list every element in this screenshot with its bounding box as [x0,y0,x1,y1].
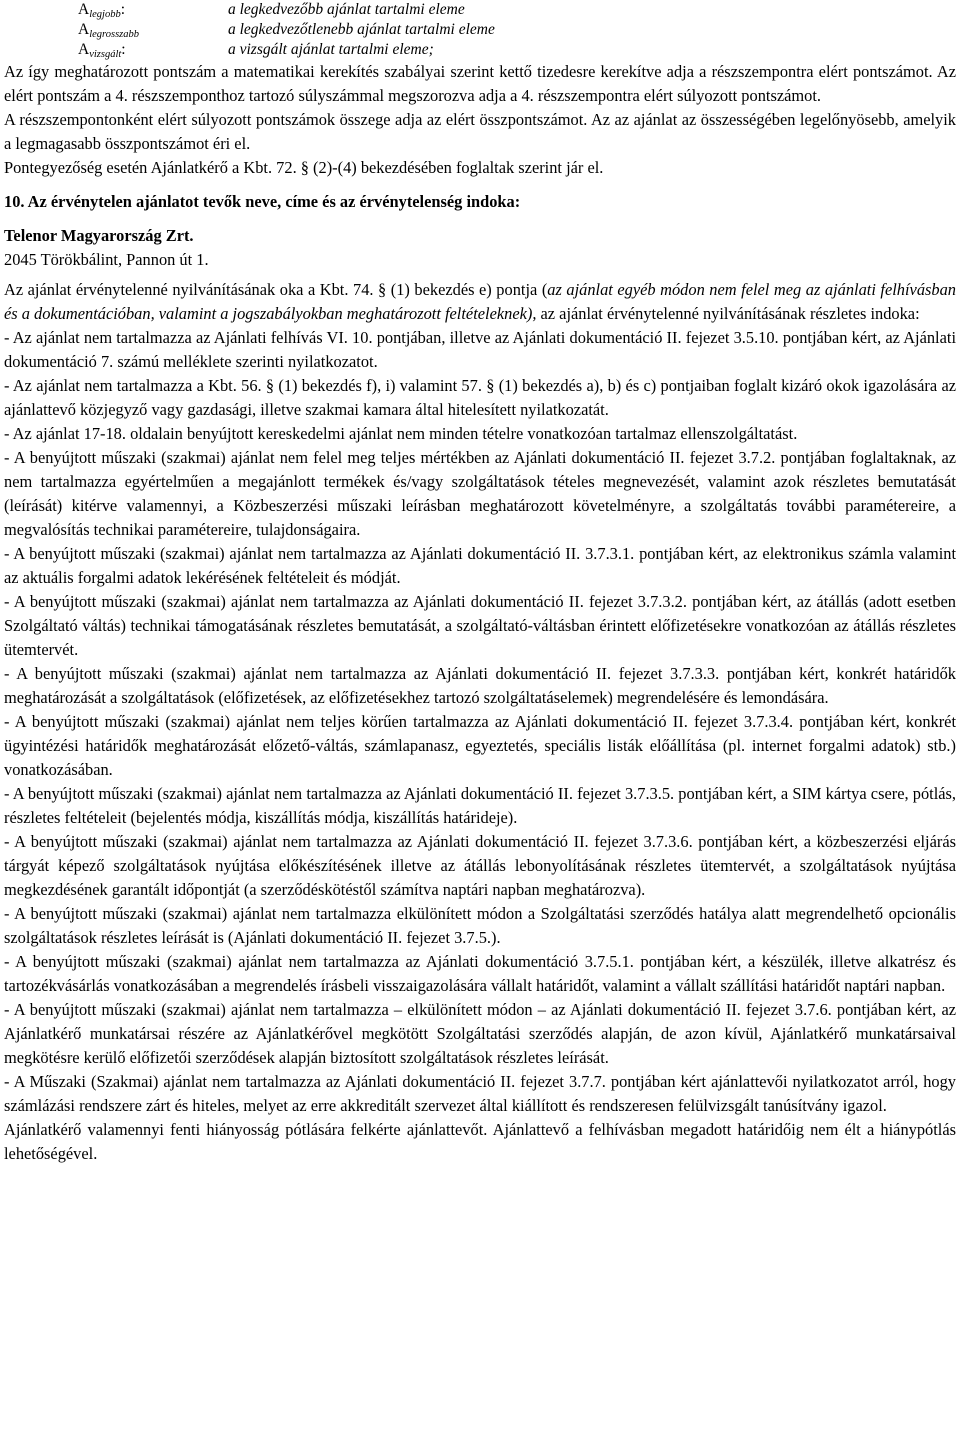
list-item: - A benyújtott műszaki (szakmai) ajánlat nem teljes körűen tartalmazza az Ajánlati dokumentáció II. fejezet 3.7.3.4. pontjában kért, konkrét ügyintézési határidők meghatározását előzető-váltás, számlapanasz, egyeztetés, speciális listák előállítása (pl. internet forgalmi adatok) stb.) vonatkozásában. [4,712,956,779]
list-item: - A benyújtott műszaki (szakmai) ajánlat nem tartalmazza az Ajánlati dokumentáció II. fejezet 3.7.3.2. pontjában kért, az átállás (adott esetben Szolgáltató váltás) technikai támogatásának részletes bemutatását, a szolgáltató-váltásban érintett előfizetésekre vonatkozóan az átállás részletes ütemtervét. [4,592,956,659]
paragraph-rounding: Az így meghatározott pontszám a matematikai kerekítés szabályai szerint kettő tizedesre kerekítve adja a részszempontra elért pontszámot. Az elért pontszám a 4. részszemponthoz tartozó súlyszámmal megszorozva adja a 4. részszempontra elért súlyozott pontszámot. [4,62,956,105]
list-item: - Az ajánlat 17-18. oldalain benyújtott kereskedelmi ajánlat nem minden tételre vonatkozóan tartalmaz ellenszolgáltatást. [4,424,798,443]
legend-row-examined: $A_{vizsgált}$: a vizsgált ajánlat tartalmi eleme; [78,41,434,60]
company-name: Telenor Magyarország Zrt. [4,226,194,245]
paragraph-tie: Pontegyezőség esetén Ajánlatkérő a Kbt. 72. § (2)-(4) bekezdésében foglaltak szerint jár el. [4,158,604,177]
paragraph-total-score: A részszempontonként elért súlyozott pontszámok összege adja az elért összpontszámot. Az az ajánlat az összességében legelőnyösebb, amelyik a legmagasabb összpontszámot éri el. [4,110,956,153]
list-item: - Az ajánlat nem tartalmazza a Kbt. 56. § (1) bekezdés f), i) valamint 57. § (1) bekezdés a), b) és c) pontjaiban foglalt kizáró okok igazolására az ajánlattevő közjegyző vagy gazdasági, illetve szakmai kamara által hitelesített nyilatkozatát. [4,376,956,419]
legend-row-best: $A_{legjobb}$: a legkedvezőbb ajánlat tartalmi eleme [78,1,465,20]
list-item: - A benyújtott műszaki (szakmai) ajánlat nem tartalmazza az Ajánlati dokumentáció II. fejezet 3.7.3.5. pontjában kért, a SIM kártya csere, pótlás, részletes feltételeit (bejelentés módja, kiszállítás módja, kiszállítás határideje). [4,784,956,827]
invalidity-reason-intro: Az ajánlat érvénytelenné nyilvánításának oka a Kbt. 74. § (1) bekezdés e) pontja (az ajánlat egyéb módon nem felel meg az ajánlati felhívásban és a dokumentációban, valamint a jogszabályokban meghatározott feltételeknek), az ajánlat érvénytelenné nyilvánításának részletes indoka: [4,280,956,323]
legend-row-worst: $A_{legrosszabb}$ a legkedvezőtlenebb ajánlat tartalmi eleme [78,21,495,40]
list-item: - Az ajánlat nem tartalmazza az Ajánlati felhívás VI. 10. pontjában, illetve az Ajánlati dokumentáció II. fejezet 3.5.10. pontjában kért, az Ajánlati dokumentáció 7. számú melléklete szerinti nyilatkozatot. [4,328,956,371]
list-item: - A benyújtott műszaki (szakmai) ajánlat nem tartalmazza elkülönített módon a Szolgáltatási szerződés hatálya alatt megrendelhető opcionális szolgáltatások részletes leírását is (Ajánlati dokumentáció II. fejezet 3.7.5.). [4,904,956,947]
formula-legend [4,0,956,60]
list-item: - A benyújtott műszaki (szakmai) ajánlat nem felel meg teljes mértékben az Ajánlati dokumentáció II. fejezet 3.7.2. pontjában foglaltaknak, az nem tartalmazza egyértelműen a megajánlott termékek és/vagy szolgáltatások tételes megnevezését, valamint azok részletes bemutatását (leírását) kitérve valamennyi, a Közbeszerzési műszaki leírásban meghatározott követelményre, a szolgáltatás további paramétereire, a megvalósítás technikai paramétereire, tulajdonságaira. [4,448,956,539]
company-address: 2045 Törökbálint, Pannon út 1. [4,250,209,269]
list-item: - A benyújtott műszaki (szakmai) ajánlat nem tartalmazza az Ajánlati dokumentáció II. fejezet 3.7.3.3. pontjában kért, konkrét határidők meghatározását a szolgáltatások (előfizetések, az előfizetésekhez tartozó szolgáltatáselemek) megrendelésére és lemondására. [4,664,956,707]
list-item: - A benyújtott műszaki (szakmai) ajánlat nem tartalmazza az Ajánlati dokumentáció II. 3.7.3.1. pontjában kért, az elektronikus számla valamint az aktuális forgalmi adatok lekérésének feltételeit és módját. [4,544,956,587]
list-item: - A benyújtott műszaki (szakmai) ajánlat nem tartalmazza az Ajánlati dokumentáció II. fejezet 3.7.3.6. pontjában kért, a közbeszerzési eljárás tárgyát képező szolgáltatások nyújtása előkészítésének illetve az átállás lebonyolításának részletes ütemtervét, a szolgáltatások nyújtása megkezdésének garantált időpontját (a szerződéskötéstől számítva naptári napban meghatározva). [4,832,956,899]
list-item: - A benyújtott műszaki (szakmai) ajánlat nem tartalmazza – elkülönített módon – az Ajánlati dokumentáció II. fejezet 3.7.6. pontjában kért, az Ajánlatkérő munkatársai részére az Ajánlatkérővel megkötött Szolgáltatási szerződés alapján, de azon kívül, Ajánlatkérő munkatársaival megkötésre kerülő előfizetői szerződések alapján biztosított szolgáltatások részletes leírását. [4,1000,956,1067]
section-heading: 10. Az érvénytelen ajánlatot tevők neve, címe és az érvénytelenség indoka: [4,192,521,211]
deficiency-list [4,326,956,1118]
closing-paragraph: Ajánlatkérő valamennyi fenti hiányosság pótlására felkérte ajánlattevőt. Ajánlattevő a felhívásban megadott határidőig nem élt a hiánypótlás lehetőségével. [4,1120,956,1163]
list-item: - A Műszaki (Szakmai) ajánlat nem tartalmazza az Ajánlati dokumentáció II. fejezet 3.7.7. pontjában kért ajánlattevői nyilatkozatot arról, hogy számlázási rendszere zárt és hiteles, melyet az erre akkreditált szervezet által kiállított és rendszeresen felülvizsgált tanúsítvány igazol. [4,1072,956,1115]
list-item: - A benyújtott műszaki (szakmai) ajánlat nem tartalmazza az Ajánlati dokumentáció 3.7.5.1. pontjában kért, a készülék, illetve alkatrész és tartozékvásárlás vonatkozásában a megrendelés írásbeli visszaigazolására vállalt határidőt, valamint a vállalt szállítási határidőt naptári napban. [4,952,956,995]
